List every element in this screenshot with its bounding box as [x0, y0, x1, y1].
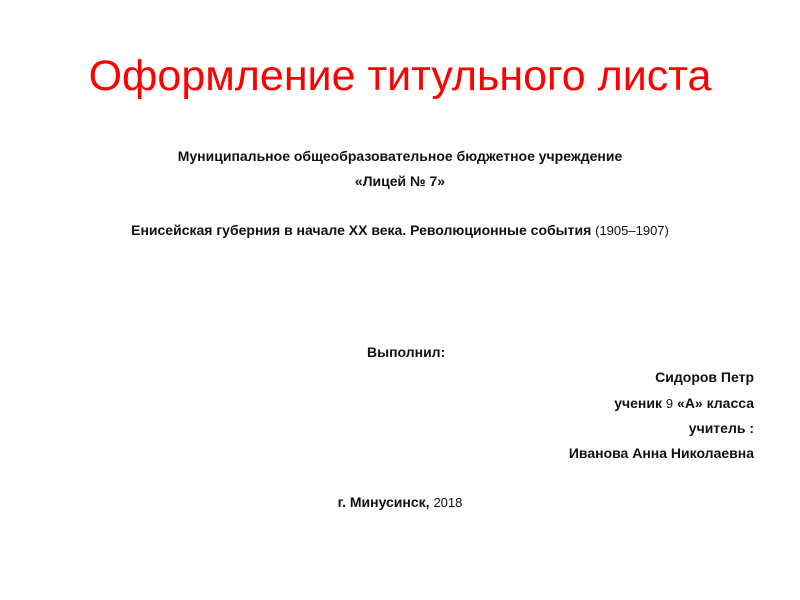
teacher-name: Иванова Анна Николаевна [568, 445, 754, 461]
institution-line-1: Муниципальное общеобразовательное бюджетное учреждение [177, 148, 623, 164]
author-class [614, 394, 754, 413]
topic-text: Енисейская губерния в начале XX века. Революционные события [131, 222, 592, 238]
slide-title: Оформление титульного листа [88, 52, 712, 100]
footer-year: 2018 [433, 495, 463, 510]
performed-by-label: Выполнил: [367, 344, 446, 360]
class-suffix: «А» класса [677, 395, 754, 411]
topic-years: (1905–1907) [595, 223, 669, 238]
teacher-label: учитель : [688, 420, 754, 436]
institution-line-2: «Лицей № 7» [354, 173, 446, 189]
topic-line [0, 221, 800, 240]
footer-place-year [0, 493, 800, 512]
class-number: 9 [665, 396, 674, 411]
footer-city: г. Минусинск, [337, 494, 430, 510]
class-prefix: ученик [614, 395, 663, 411]
author-name: Сидоров Петр [655, 369, 754, 385]
